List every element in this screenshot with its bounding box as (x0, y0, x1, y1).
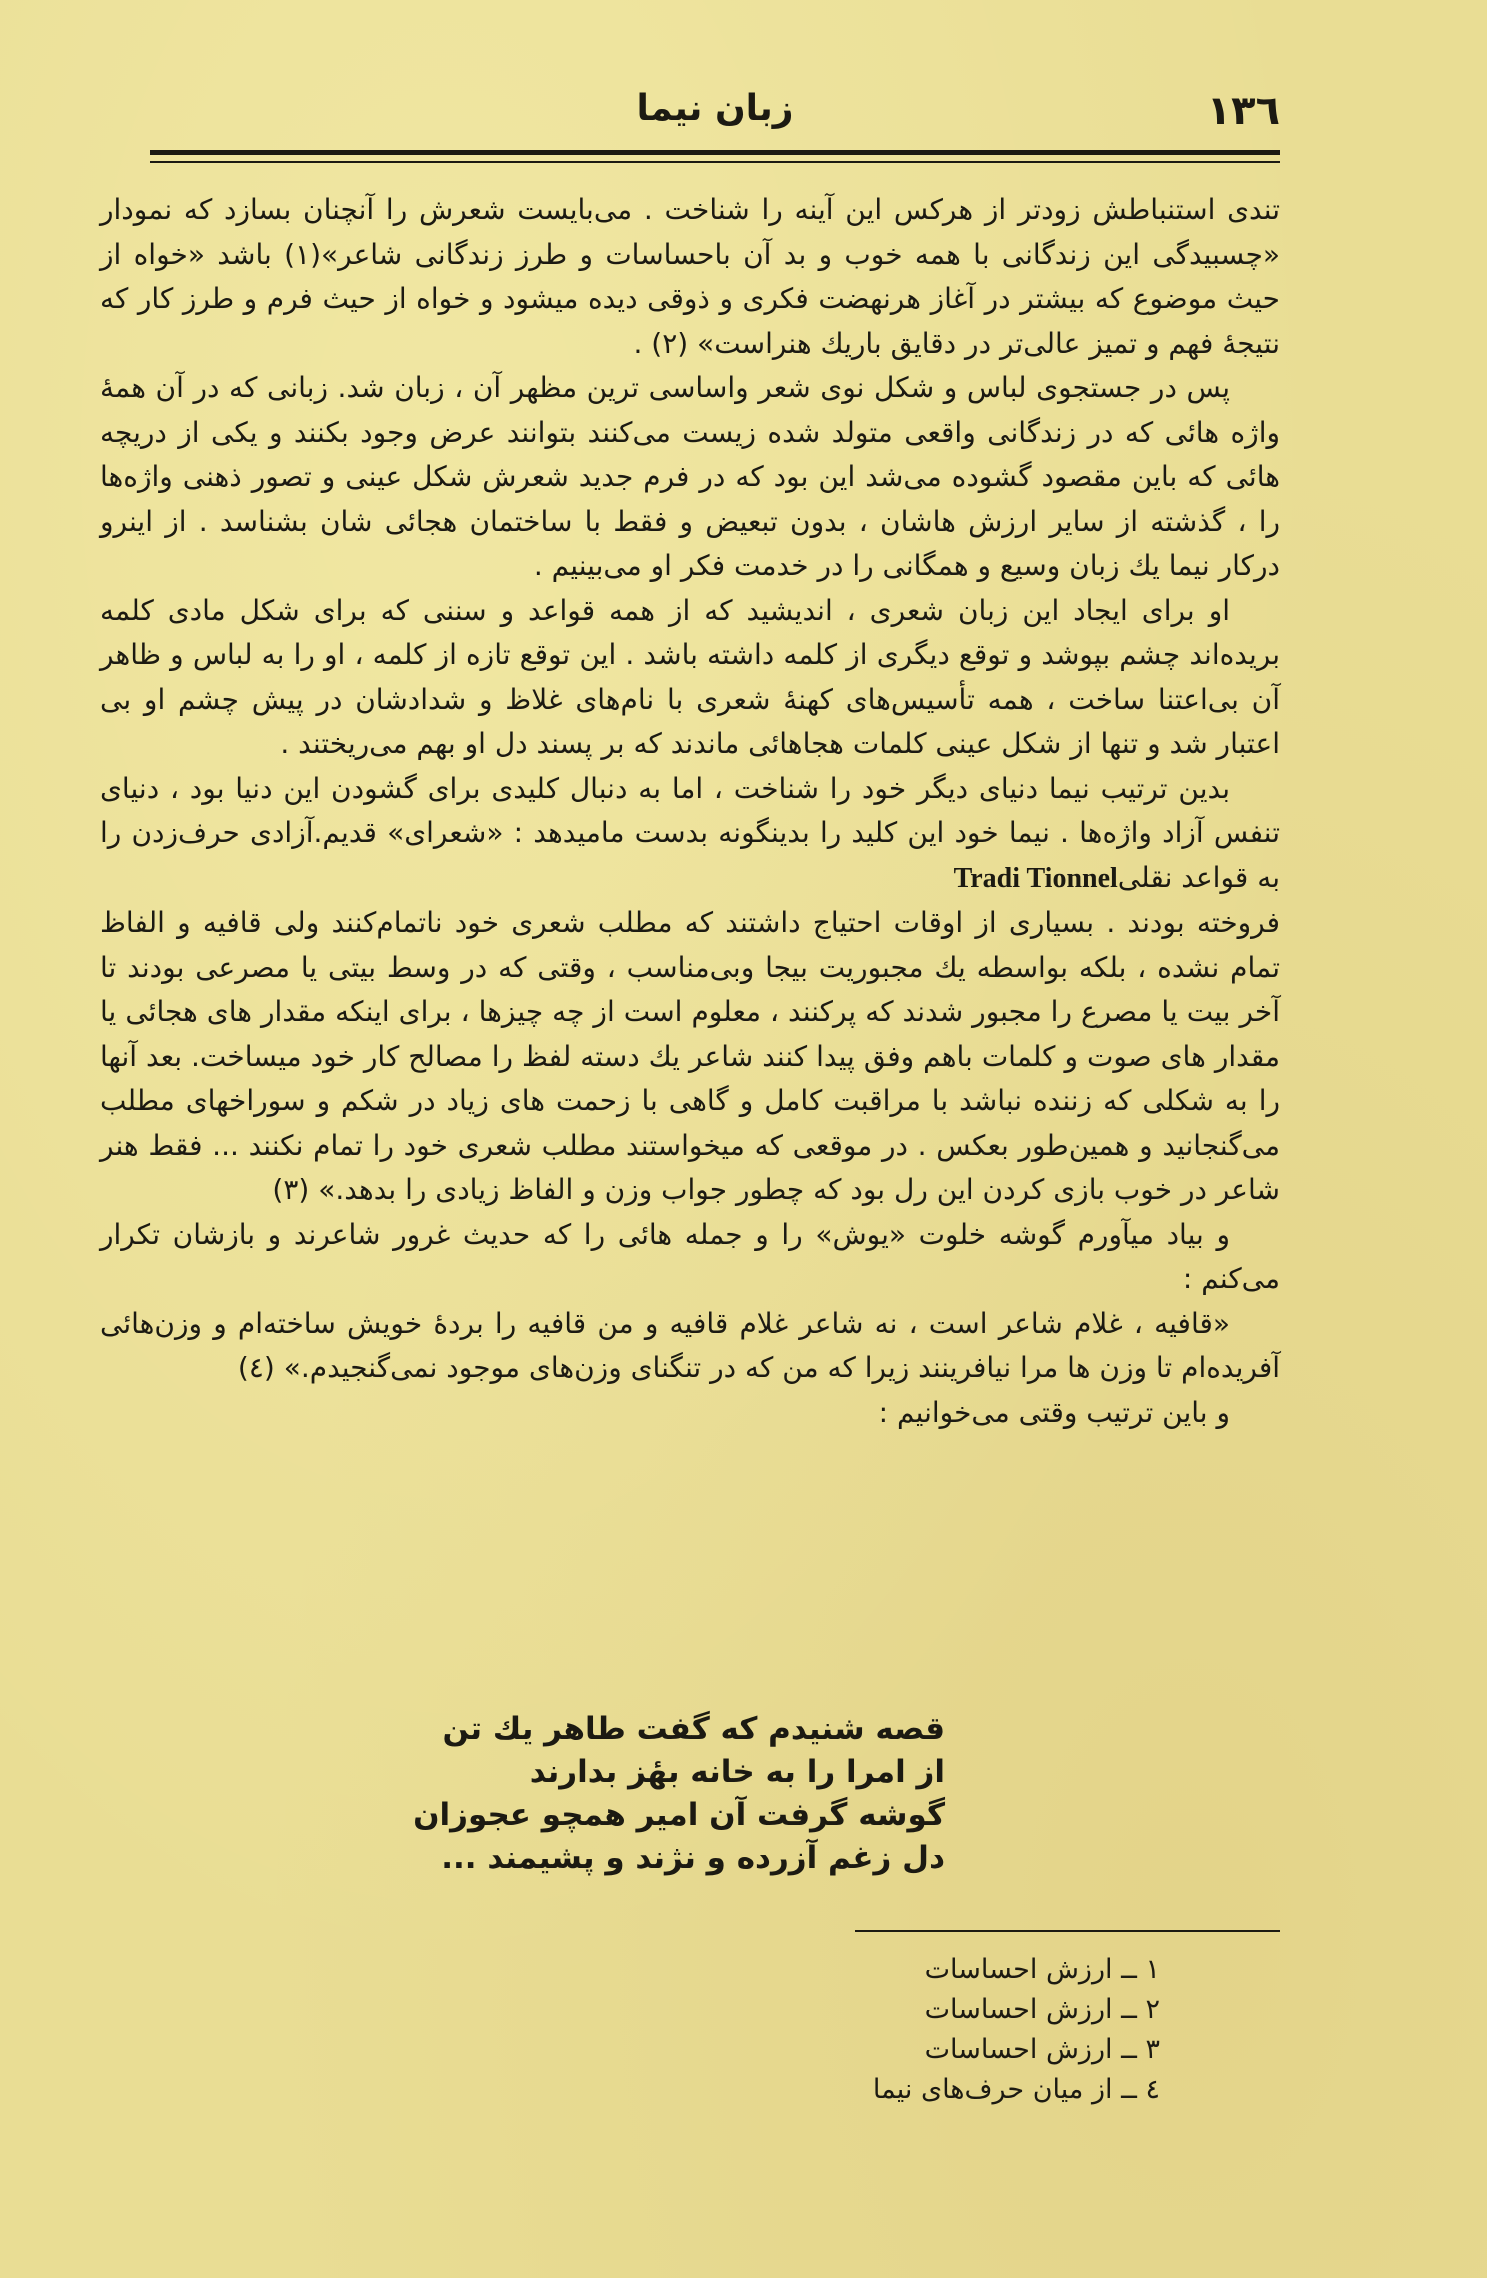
poem (413, 1708, 945, 1880)
header-rule-thin (150, 161, 1280, 163)
header-rule-thick (150, 150, 1280, 155)
running-title: زبان نیما (636, 88, 794, 129)
poem-line: قصه شنیدم که گفت طاهر یك تن (442, 1711, 945, 1747)
footnote: ٤ ــ از میان حرف‌های نیما (872, 2074, 1160, 2105)
page-header (150, 88, 1280, 150)
paragraph: او برای ایجاد این زبان شعری ، اندیشید که از همه قواعد و سننی که برای شکل مادی کلمه بریده‌اند چشم بپوشد و توقع دیگری از کلمه داشته باشد . این توقع تازه از کلمه ، او را به لباس و ظاهر آن بی‌اعتنا ساخت ، همه تأسیس‌های کهنهٔ شعری با نام‌های غلاظ و شدادشان در پیش چشم او بی اعتبار شد و تنها از شکل عینی کلمات هجاهائی ماندند که بر پسند دل او بهم می‌ریختند . (100, 593, 1280, 760)
paragraph: پس در جستجوی لباس و شکل نوی شعر واساسی ترین مظهر آن ، زبان شد. زبانی که در آن همهٔ واژه هائی که در زندگانی واقعی متولد شده زیست می‌کنند بتوانند عرض وجود بکنند و یکی از دریچه هائی که باین مقصود گشوده می‌شد این بود که در فرم جدید شعرش شکل عینی و تصور ذهنی واژه‌ها را ، گذشته از سایر ارزش هاشان ، بدون تبعیض و فقط با ساختمان هجائی شان بشناسد . از اینرو درکار نیما یك زبان وسیع و همگانی را در خدمت فکر او می‌بینیم . (100, 371, 1280, 582)
poem-line: دل زغم آزرده و نژند و پشیمند ... (441, 1840, 945, 1876)
paragraph: فروخته بودند . بسیاری از اوقات احتیاج داشتند که مطلب شعری خود ناتمام‌کنند ولی قافیه و الفاظ تمام نشده ، بلکه بواسطه یك مجبوریت بیجا وبی‌مناسب ، وقتی که در وسط بیتی یا مصرعی بودند تا آخر بیت یا مصرع را مجبور شدند که پرکنند ، معلوم است از چه چیزها ، برای اینکه مقدار های هجائی یا مقدار های صوت و کلمات باهم وفق پیدا کنند شاعر یك دسته لفظ را مصالح کار خود میساخت. بعد آنها را به شکلی که زننده نباشد با مراقبت کامل و گاهی با زحمت های زیاد در شکم و سوراخهای مطلب می‌گنجانید و همین‌طور بعکس . در موقعی که میخواستند مطلب شعری خود را تمام نکنند ... فقط هنر شاعر در خوب بازی کردن این رل بود که چطور جواب وزن و الفاظ زیادی را بدهد.» (۳) (100, 906, 1280, 1206)
footnotes (700, 1950, 1160, 2110)
body-text (100, 188, 1280, 1435)
paragraph: تندی استنباطش زودتر از هرکس این آینه را شناخت . می‌بایست شعرش را آنچنان بسازد که نمودار «چسبیدگی این زندگانی با همه خوب و بد آن باحساسات و طرز زندگانی شاعر»(۱) باشد «خواه از حیث موضوع که بیشتر در آغاز هرنهضت فکری و ذوقی دیده میشود و خواه از حیث فرم و طرز کار که نتیجهٔ فهم و تمیز عالی‌تر در دقایق باریك هنراست» (۲) . (100, 193, 1281, 360)
paragraph-with-latin (100, 767, 1280, 902)
footnote: ۱ ــ ارزش احساسات (924, 1954, 1160, 1985)
paragraph: و بیاد میآورم گوشه خلوت «یوش» را و جمله هائی را که حدیث غرور شاعرند و بازشان تکرار می‌کنم : (100, 1217, 1280, 1295)
poem-line: از امرا را به خانه بهٔز بدارند (529, 1754, 945, 1790)
footnote: ۲ ــ ارزش احساسات (924, 1994, 1160, 2025)
page-number: ۱۳٦ (1206, 88, 1280, 134)
footnote: ۳ ــ ارزش احساسات (924, 2034, 1160, 2065)
paragraph: «قافیه ، غلام شاعر است ، نه شاعر غلام قافیه و من قافیه را بردهٔ خویش ساخته‌ام و وزن‌هائی آفریده‌ام تا وزن ها مرا نیافرینند زیرا که من که در تنگنای وزن‌های موجود نمی‌گنجیدم.» (٤) (100, 1306, 1280, 1384)
latin-phrase: Tradi Tionnel (953, 862, 1118, 894)
paragraph-text: بدین ترتیب نیما دنیای دیگر خود را شناخت ، اما به دنبال کلیدی برای گشودن این دنیا بود ، دنیای تنفس آزاد واژه‌ها . نیما خود این کلید را بدینگونه بدست ماميدهد : «شعرای» قدیم.آزادی حرف‌زدن را به قواعد نقلی (100, 771, 1280, 894)
poem-line: گوشه گرفت آن امیر همچو عجوزان (413, 1797, 945, 1833)
paragraph: و باین ترتیب وقتی می‌خوانیم : (878, 1395, 1230, 1429)
footnote-rule (855, 1930, 1280, 1932)
